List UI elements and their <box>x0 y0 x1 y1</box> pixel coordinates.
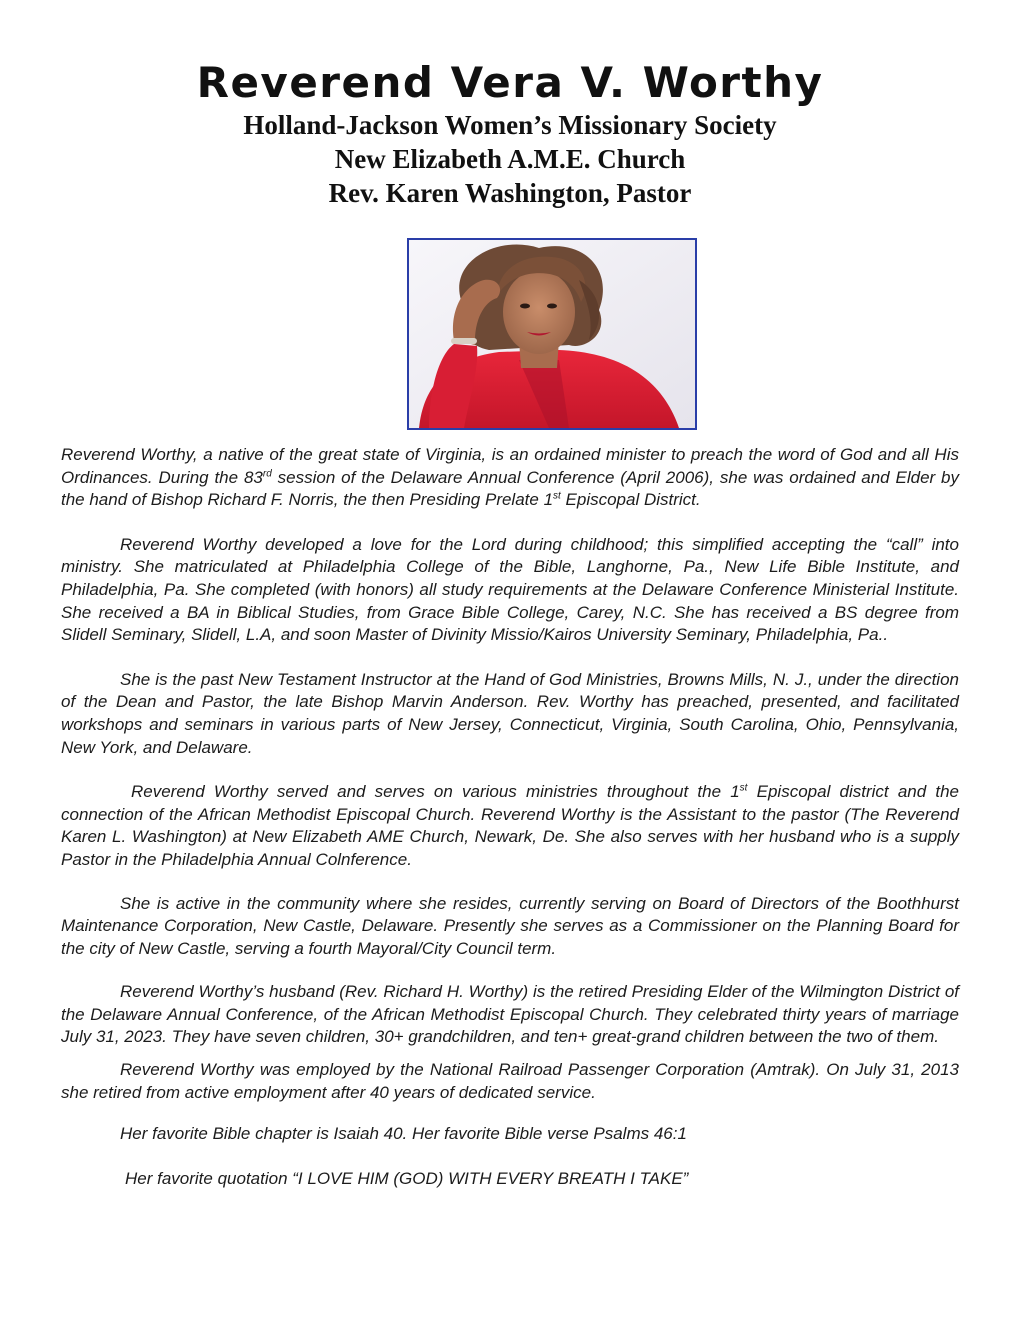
p4-text-b: Episcopal district and the connection of the African Methodist Episcopal Church. Reverend Worthy is the Assistant to the pastor (The Reverend Karen L. Washington) at New Elizabeth AME Church, Newark, De. She also serves with her husband who is a supply Pastor in the Philadelphia Annual Colnference. <box>61 782 959 869</box>
paragraph-favorite-chapter: Her favorite Bible chapter is Isaiah 40. Her favorite Bible verse Psalms 46:1 <box>120 1124 687 1144</box>
paragraph-instructor: She is the past New Testament Instructor at the Hand of God Ministries, Browns Mills, N. J., under the direction of the Dean and Pastor, the late Bishop Marvin Anderson. Rev. Worthy has preached, presented, and facilitated workshops and seminars in various parts of New Jersey, Connecticut, Virginia, South Carolina, Ohio, Pennsylvania, New York, and Delaware. <box>61 669 959 757</box>
paragraph-intro <box>61 444 959 512</box>
p1-text-a: Reverend Worthy, a native of the great state of Virginia, is an ordained minister to preach the word of God and all His Ordinances. During the 83 <box>61 445 959 487</box>
portrait-photo <box>407 238 697 430</box>
paragraph-education: Reverend Worthy developed a love for the Lord during childhood; this simplified accepting the “call” into ministry. She matriculated at Philadelphia College of the Bible, Langhorne, Pa., New Life Bible Institute, and Philadelphia, Pa. She completed (with honors) all study requirements at the Delaware Conference Ministerial Institute. She received a BA in Biblical Studies, from Grace Bible College, Carey, N.C. She has received a BS degree from Slidell Seminary, Slidell, L.A, and soon Master of Divinity Missio/Kairos University Seminary, Philadelphia, Pa.. <box>61 534 959 645</box>
p4-text-a: Reverend Worthy served and serves on various ministries throughout the 1 <box>131 782 740 802</box>
biography <box>61 444 959 1190</box>
subtitle-block <box>0 108 1020 210</box>
subtitle-church: New Elizabeth A.M.E. Church <box>334 144 686 174</box>
p1-sup-rd: rd <box>262 467 272 479</box>
paragraph-husband: Reverend Worthy’s husband (Rev. Richard H. Worthy) is the retired Presiding Elder of the Wilmington District of the Delaware Annual Conference, of the African Methodist Episcopal Church. They celebrated thirty years of marriage July 31, 2023. They have seven children, 30+ grandchildren, and ten+ great-grand children between the two of them. <box>61 982 959 1047</box>
p1-text-c: Episcopal District. <box>560 490 701 510</box>
paragraph-employment: Reverend Worthy was employed by the National Railroad Passenger Corporation (Amtrak). On July 31, 2013 she retired from active employment after 40 years of dedicated service. <box>61 1060 959 1102</box>
paragraph-ministries <box>61 781 959 871</box>
p4-sup-st: st <box>739 782 748 794</box>
p1-sup-st: st <box>553 490 561 502</box>
paragraph-favorite-quotation: Her favorite quotation “I LOVE HIM (GOD) WITH EVERY BREATH I TAKE” <box>125 1168 689 1188</box>
subtitle-pastor: Rev. Karen Washington, Pastor <box>328 178 692 208</box>
paragraph-community: She is active in the community where she resides, currently serving on Board of Directors of the Boothhurst Maintenance Corporation, New Castle, Delaware. Presently she serves as a Commissioner on the Planning Board for the city of New Castle, serving a fourth Mayoral/City Council term. <box>61 893 959 958</box>
page-title: Reverend Vera V. Worthy <box>196 58 824 107</box>
portrait-illustration <box>409 240 695 428</box>
p1-text-b: session of the Delaware Annual Conference (April 2006), she was ordained and Elder by the hand of Bishop Richard F. Norris, the then Presiding Prelate 1 <box>61 467 959 510</box>
subtitle-society: Holland-Jackson Women’s Missionary Society <box>243 110 777 140</box>
